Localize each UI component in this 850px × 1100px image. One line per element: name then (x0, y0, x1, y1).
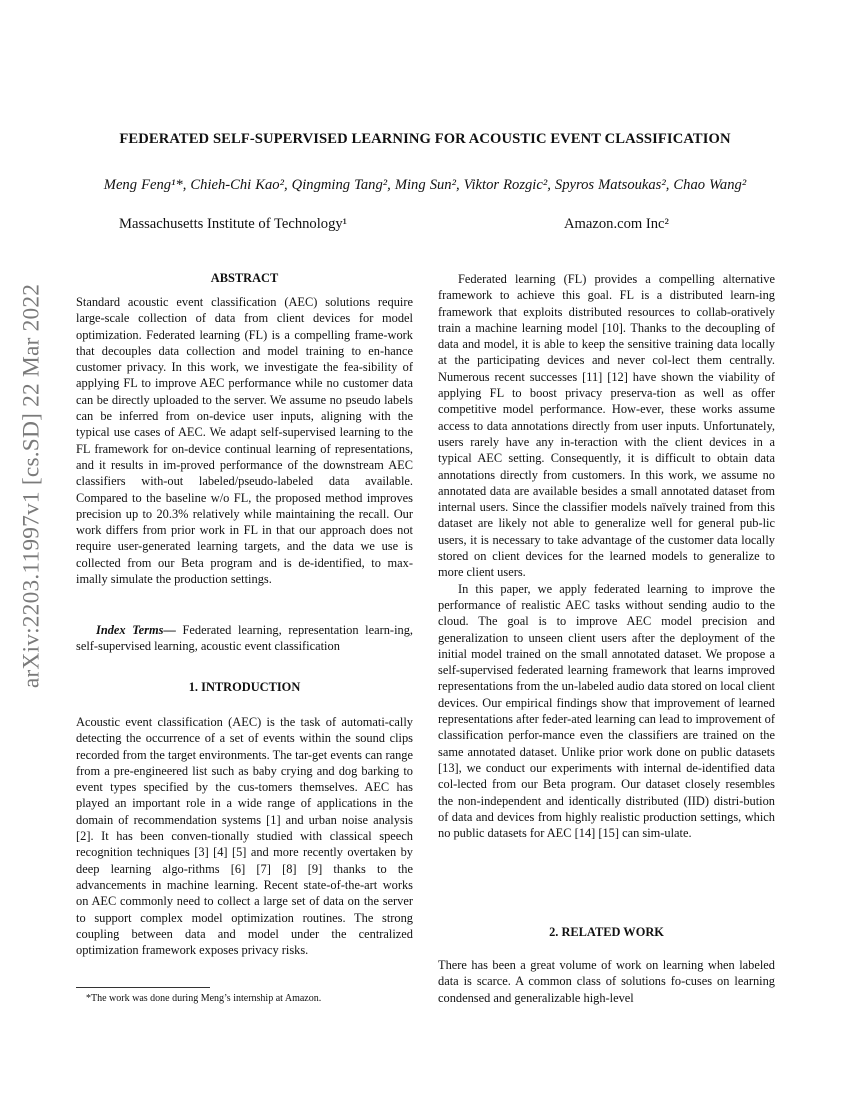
abstract-heading: ABSTRACT (210, 271, 279, 285)
abstract-text: Standard acoustic event classification (AEC) solutions require large-scale collection of data from client devices for model optimization. Federated learning (FL) is a compelling frame-work that decouples data collection and model training to en-hance customer privacy. In this work, we investigate the fea-sibility of applying FL to improve AEC performance while no customer data can be directly uploaded to the server. We assume no pseudo labels can be inferred from on-device user inputs, aligning with the typical use cases of AEC. We adapt self-supervised learning to the FL framework for on-device continual learning of representations, and it results in im-proved performance of the downstream AEC classifiers with-out labeled/pseudo-labeled data available. Compared to the baseline w/o FL, the proposed method improves precision up to 20.3% relatively while maintaining the recall. Our work differs from prior work in FL in that our approach does not require user-generated learning targets, and the data we use is collected from our Beta program and is de-identified, to max-imally simulate the production settings. (76, 295, 413, 587)
related-work-heading: 2. RELATED WORK (549, 925, 664, 939)
footnote-text: *The work was done during Meng’s internship at Amazon. (86, 993, 322, 1004)
arxiv-identifier: arXiv:2203.11997v1 [cs.SD] 22 Mar 2022 (18, 283, 45, 689)
right-paragraph-1: Federated learning (FL) provides a compelling alternative framework to achieve this goal. FL is a distributed learn-ing framework that exploits distributed resources to collab-oratively train a machine learning model [10]. Thanks to the decoupling of data and model, it is able to keep the sensitive training data locally at the participating devices and never col-lect them centrally. Numerous recent successes [11] [12] have shown the viability of applying FL to boost privacy preserva-tion as well as offer competitive model performance. How-ever, these works assume access to data annotations directly from user inputs. Unfortunately, users rarely have any in-teraction with the client devices in a typical AEC setting. Consequently, it is difficult to obtain data annotations directly from customers. In this work, we assume no annotated data are available besides a small annotated dataset from internal users. Since the classifier models naïvely trained from this dataset are likely not able to generalize well for general pub-lic users, it is necessary to take advantage of the customer data locally stored on client devices for the learned models to generalize to more client users. (438, 272, 775, 580)
introduction-text: Acoustic event classification (AEC) is the task of automati-cally detecting the occurrence of a set of events within the sound clips recorded from the target environments. The tar-get events can range from a pre-engineered list such as baby crying and dog barking to event types specified by the cus-tomers themselves. AEC has played an important role in a wide range of applications in the domain of recommendation systems [1] and urban noise analysis [2]. It has been conven-tionally studied with classical speech recognition techniques [3] [4] [5] and more recently overtaken by deep learning algo-rithms [6] [7] [8] [9] thanks to the advancements in machine learning. Recent state-of-the-art works on AEC commonly need to collect a large set of data on the server to support complex model optimization routines. The strong coupling between data and model under the centralized optimization framework exposes privacy risks. (76, 715, 413, 958)
footnote (76, 992, 413, 1005)
index-terms-paragraph (76, 622, 413, 655)
index-terms (76, 622, 413, 655)
index-terms-label: Index Terms— (96, 623, 176, 637)
introduction-heading: 1. INTRODUCTION (188, 680, 301, 694)
right-paragraph-2: In this paper, we apply federated learning to improve the performance of realistic AEC tasks without sending audio to the cloud. The goal is to improve AEC model precision and generalization to unseen client users after the deployment of the initial model trained on the small annotated dataset. We propose a self-supervised federated learning framework that learns improved representations from the un-labeled audio data stored on local client devices. Our empirical findings show that improvement of learned representations after feder-ated learning can lead to improvement of classification perfor-mance even the classifiers are trained on the same annotated dataset. Unlike prior work done on public datasets [13], we conduct our experiments with internal de-identified data col-lected from our Beta program. Our dataset closely resembles the non-independent and identically distributed (IID) distri-bution of data and devices from highly realistic production settings, which no public datasets for AEC [14] [15] can sim-ulate. (438, 581, 775, 841)
related-work-body (438, 957, 775, 1006)
paper-title: FEDERATED SELF-SUPERVISED LEARNING FOR ACOUSTIC EVENT CLASSIFICATION (119, 131, 731, 147)
right-column (438, 271, 775, 841)
footnote-rule (76, 987, 210, 988)
arxiv-identifier-margin (2, 283, 62, 689)
related-work-text: There has been a great volume of work on learning when labeled data is scarce. A common class of solutions fo-cuses on learning condensed and generalizable high-level (438, 958, 775, 1005)
author-list: Meng Feng¹*, Chieh-Chi Kao², Qingming Tang², Ming Sun², Viktor Rozgic², Spyros Matsoukas², Chao Wang² (103, 177, 747, 193)
affiliation-amazon: Amazon.com Inc² (564, 216, 669, 232)
index-terms-text: Federated learning, representation learn-ing, self-supervised learning, acoustic event classification (76, 623, 413, 654)
abstract-body (76, 294, 413, 587)
introduction-body (76, 714, 413, 958)
affiliation-mit: Massachusetts Institute of Technology¹ (119, 216, 348, 232)
